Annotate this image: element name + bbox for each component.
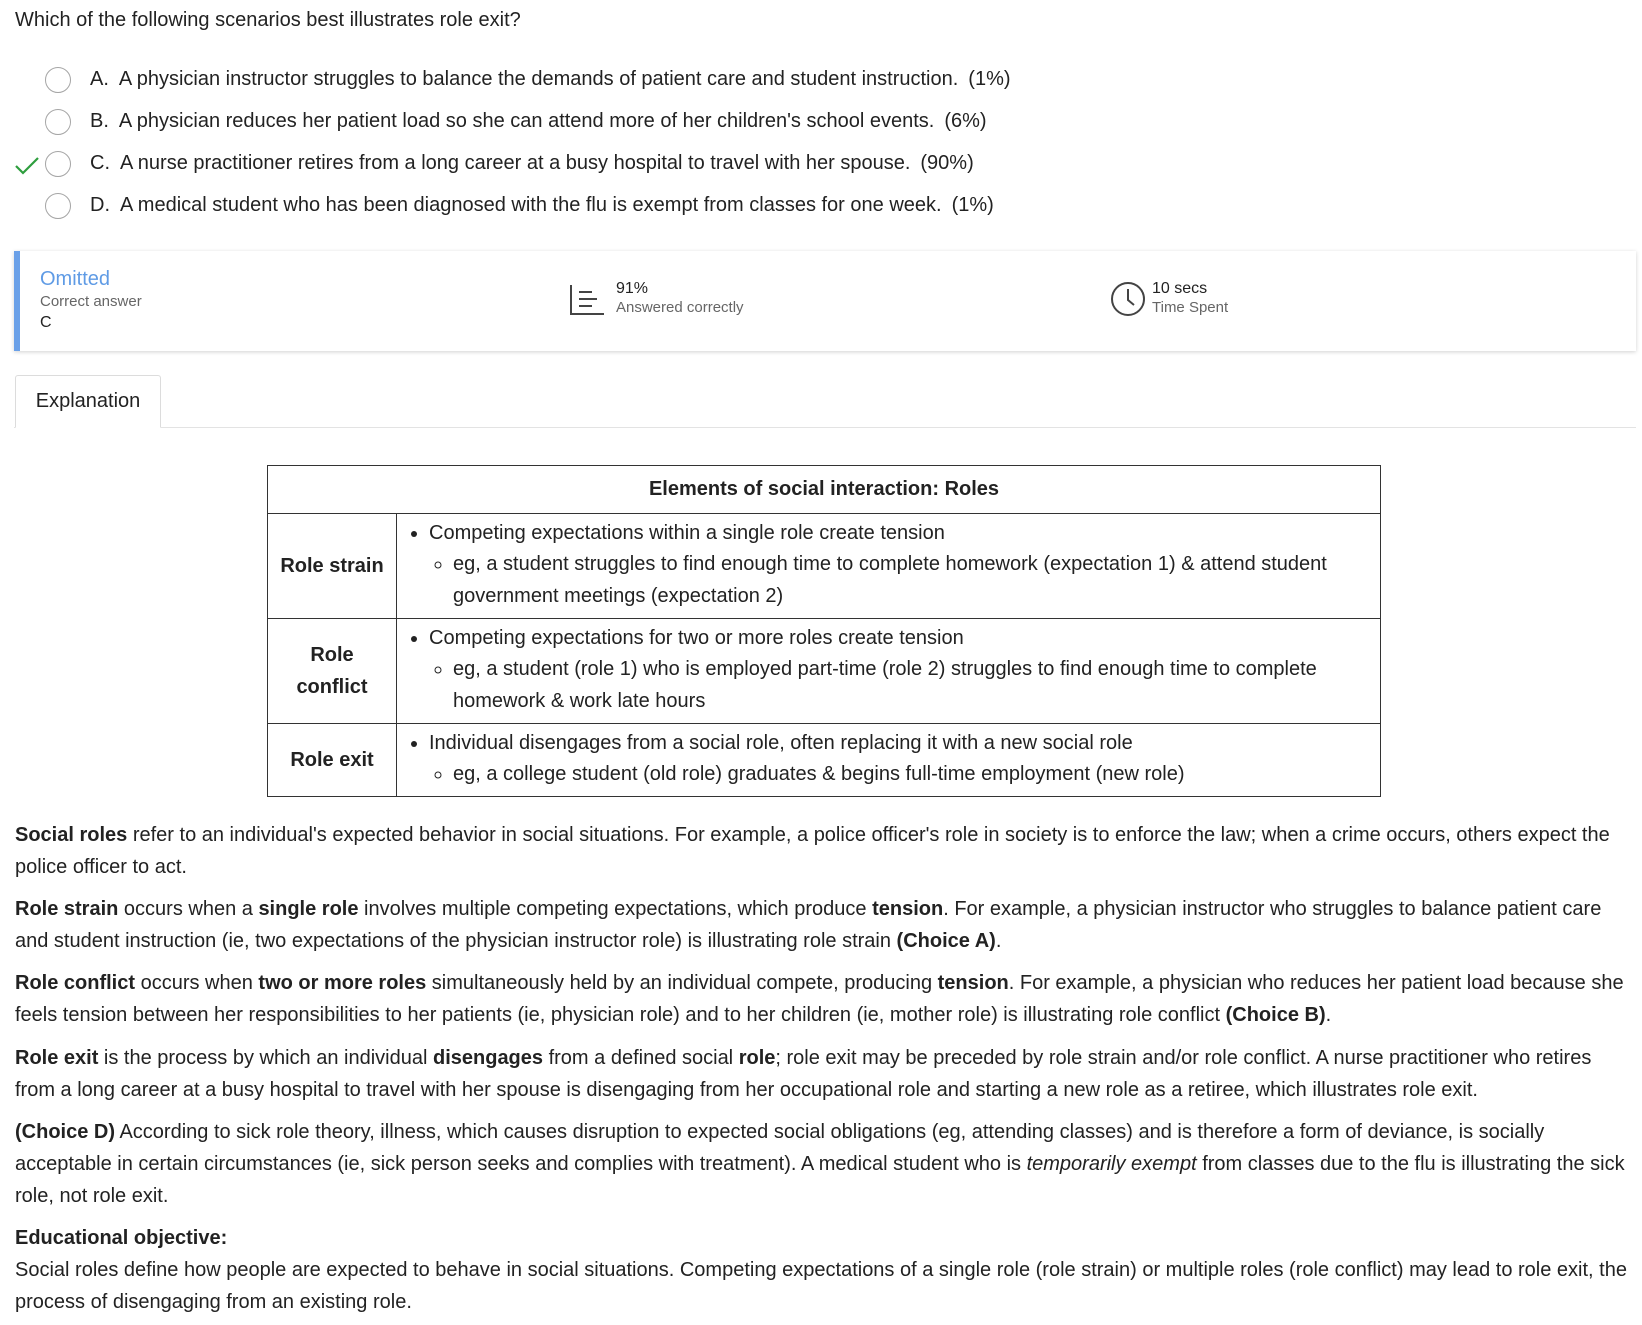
paragraph-text: . [995,930,1002,952]
paragraph-text: occurs when a [118,898,259,920]
paragraph-text: involves multiple competing expectations, which produce [358,898,873,920]
bold-term: single role [258,898,359,920]
paragraph-text: ; role exit may be preceded by role strain and/or role conflict. A nurse practitioner who retires from a long career at a busy hospital to travel with her spouse is disengaging from her occupational role and starting a new role as a retiree, which illustrates role exit. [15,1047,1592,1101]
radio-button[interactable] [45,67,71,93]
row-heading [268,619,397,724]
row-heading-text: Role exit [290,749,374,771]
bold-term: two or more roles [258,972,427,994]
choice-c[interactable] [0,145,1642,187]
table-row [268,724,1381,797]
bullet-text: Competing expectations within a single role create tension [429,522,945,544]
paragraph-text: from classes due to the flu is illustrating the sick role, not role exit. [15,1153,1625,1207]
paragraph-text: According to sick role theory, illness, which causes disruption to expected social obligations (eg, attending classes) and is therefore a form of deviance, is socially acceptable in certain circumstances (ie, sick person seeks and complies with treatment). A medical student who is [15,1121,1545,1175]
radio-button[interactable] [45,193,71,219]
paragraph-text: . For example, a physician who reduces her patient load because she feels tension between her responsibilities to her patients (ie, physician role) and to her children (ie, mother role) is illustrating role conflict [15,972,1624,1026]
objective-heading: Educational objective: [15,1227,228,1249]
check-icon [14,153,40,179]
correct-answer-value: C [40,314,52,331]
row-heading [268,514,397,619]
row-heading-text: Role [310,644,354,666]
table-title: Elements of social interaction: Roles [268,466,1381,514]
answer-status: Omitted [40,268,111,290]
bar-chart-icon [568,283,606,317]
bold-term: Role exit [15,1047,99,1069]
bold-term: tension [937,972,1009,994]
bold-term: disengages [432,1047,544,1069]
table-header-row [268,466,1381,514]
sub-list-item: ◦ eg, a student struggles to find enough time to complete homework (expectation 1) & attend student government meetings (expectation 2) [453,548,1370,612]
question-stem: Which of the following scenarios best illustrates role exit? [15,9,521,31]
bullet-text: Competing expectations for two or more roles create tension [429,627,964,649]
choice-text[interactable] [90,68,1011,91]
objective-text: Social roles define how people are expected to behave in social situations. Competing expectations of a single role (role strain) or multiple roles (role conflict) may lead to role exit, the process of disengaging from an existing role. [15,1259,1627,1313]
tab-divider [14,427,1636,428]
list-item [429,518,1370,612]
paragraph-text: simultaneously held by an individual compete, producing [426,972,938,994]
bullet-text: Individual disengages from a social role, often replacing it with a new social role [429,732,1133,754]
bold-term: (Choice A) [896,930,996,952]
choice-d[interactable] [0,187,1642,229]
tab-explanation[interactable]: Explanation [15,375,161,428]
bold-term: (Choice B) [1225,1004,1326,1026]
row-heading [268,724,397,797]
time-spent-label: Time Spent [1152,299,1229,316]
radio-button[interactable] [45,109,71,135]
choice-label: A physician instructor struggles to balance the demands of patient care and student instruction. [118,68,959,90]
bold-term: Role conflict [15,972,136,994]
choice-label: A medical student who has been diagnosed with the flu is exempt from classes for one week. [120,194,942,216]
explanation-paragraph [15,1042,1635,1106]
bold-term: Role strain [15,898,119,920]
roles-table [267,465,1381,797]
list-item [429,623,1370,717]
table-row [268,619,1381,724]
choice-text[interactable] [90,110,987,133]
clock-icon [1110,281,1146,317]
radio-button[interactable] [45,151,71,177]
explanation-paragraph [15,819,1635,883]
result-stats-bar [14,251,1636,351]
table-row [268,514,1381,619]
paragraph-text: . For example, a physician instructor who struggles to balance patient care and student instruction (ie, two expectations of the physician instructor role) is illustrating role strain [15,898,1602,952]
explanation-paragraph [15,1116,1635,1212]
row-content [397,619,1381,724]
paragraph-text: refer to an individual's expected behavior in social situations. For example, a police officer's role in society is to enforce the law; when a crime occurs, others expect the police officer to act. [15,824,1610,878]
explanation-paragraph [15,967,1635,1031]
choice-letter: B. [90,110,109,132]
choice-percentage: (6%) [944,110,987,132]
list-item [429,728,1370,790]
choice-a[interactable] [0,61,1642,103]
row-heading-text: Role strain [280,555,384,577]
choice-percentage: (90%) [920,152,974,174]
row-content [397,514,1381,619]
sub-list-item: ◦ eg, a college student (old role) graduates & begins full-time employment (new role) [453,758,1370,790]
sub-list-item: ◦ eg, a student (role 1) who is employed part-time (role 2) struggles to find enough time to complete homework & work late hours [453,653,1370,717]
answer-choices [0,61,1642,229]
choice-label: A nurse practitioner retires from a long career at a busy hospital to travel with her spouse. [120,152,911,174]
paragraph-text: occurs when [135,972,259,994]
choice-letter: A. [90,68,109,90]
explanation-paragraph [15,893,1635,957]
time-spent-value: 10 secs [1152,280,1208,297]
emphasis-text: temporarily exempt [1026,1153,1197,1175]
paragraph-text: from a defined social [543,1047,739,1069]
choice-text[interactable] [90,152,974,175]
paragraph-text: . [1325,1004,1332,1026]
choice-letter: C. [90,152,110,174]
bold-term: Social roles [15,824,128,846]
bold-term: role [738,1047,776,1069]
correct-answer-label: Correct answer [40,293,142,310]
choice-percentage: (1%) [951,194,994,216]
row-heading-text: conflict [296,676,368,698]
bold-term: (Choice D) [15,1121,115,1143]
row-content [397,724,1381,797]
paragraph-text: is the process by which an individual [98,1047,433,1069]
percent-correct-label: Answered correctly [616,299,744,316]
choice-percentage: (1%) [968,68,1011,90]
choice-text[interactable] [90,194,994,217]
percent-correct-value: 91% [616,280,649,297]
choice-b[interactable] [0,103,1642,145]
choice-label: A physician reduces her patient load so she can attend more of her children's school events. [118,110,935,132]
bold-term: tension [872,898,944,920]
choice-letter: D. [90,194,110,216]
